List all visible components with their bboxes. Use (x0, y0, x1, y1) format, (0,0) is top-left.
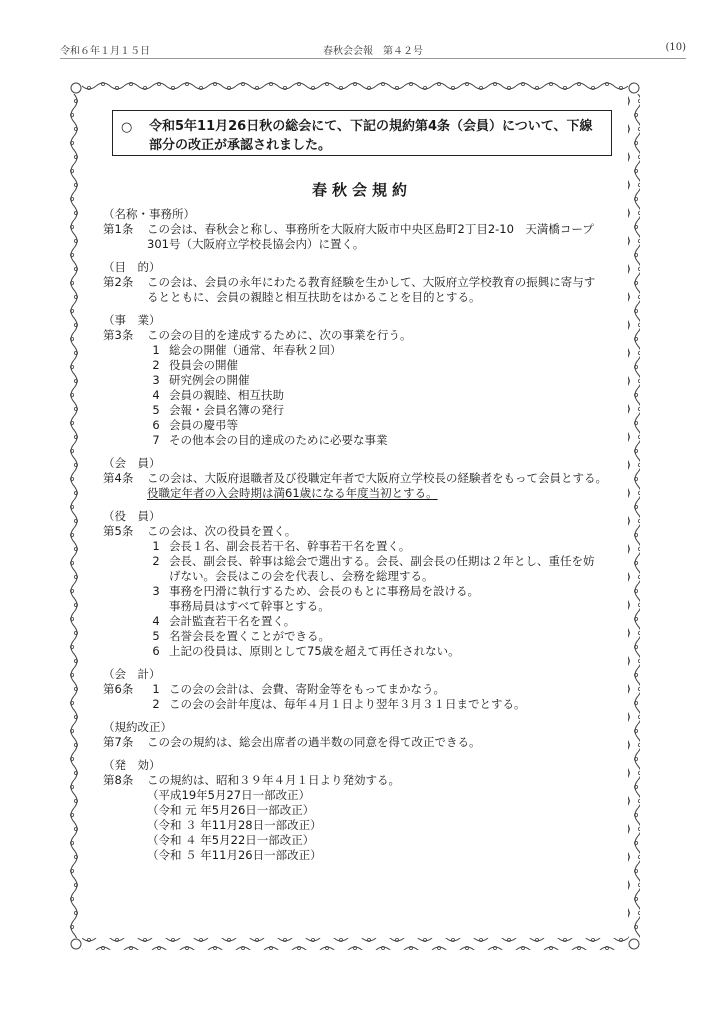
article-6 (103, 667, 623, 712)
document-title: 春秋会規約 (311, 181, 412, 199)
list-item (103, 644, 623, 659)
amendment-record: （令和 元 年5月26日一部改正） (147, 803, 315, 817)
article-text: この会の目的を達成するために、次の事業を行う。 (147, 328, 412, 342)
article-label: 第3条 (103, 328, 134, 342)
article-text: この会は、次の役員を置く。 (147, 524, 297, 538)
item-number: 6 (152, 644, 160, 658)
item-text: この会の会計年度は、毎年４月１日より翌年３月３１日までとする。 (169, 697, 526, 711)
article-heading: （目 的） (103, 260, 161, 274)
list-item (103, 418, 623, 433)
article-text: この会は、春秋会と称し、事務所を大阪府大阪市中央区島町2丁目2-10 天満橋コープ (147, 222, 594, 236)
item-number: 1 (152, 682, 160, 696)
item-number: 1 (152, 539, 160, 553)
article-label: 第7条 (103, 735, 134, 749)
item-text: 会計監査若干名を置く。 (169, 614, 296, 628)
item-number: 2 (152, 358, 160, 372)
article-3 (103, 313, 623, 448)
article-label: 第4条 (103, 471, 134, 485)
article-label: 第5条 (103, 524, 134, 538)
item-text: この会の会計は、会費、寄附金等をもってまかなう。 (169, 682, 445, 696)
item-text: 役員会の開催 (169, 358, 238, 372)
item-number: 2 (152, 697, 160, 711)
article-label: 第6条 (103, 682, 134, 696)
list-item (103, 433, 623, 448)
item-number: 6 (152, 418, 160, 432)
item-text: 研究例会の開催 (169, 373, 250, 387)
item-text: 会員の親睦、相互扶助 (169, 388, 284, 402)
bullet-circle-icon: ○ (121, 120, 133, 135)
item-text: 会員の慶弔等 (169, 418, 238, 432)
article-heading: （事 業） (103, 313, 161, 327)
item-text: 会報・会員名簿の発行 (169, 403, 284, 417)
list-item (103, 614, 623, 629)
item-text: その他本会の目的達成のために必要な事業 (169, 433, 388, 447)
amendment-record: （令和 ３ 年11月28日一部改正） (147, 818, 322, 832)
article-7 (103, 720, 623, 750)
page-number: (10) (665, 42, 686, 53)
issue-date: 令和６年１月１５日 (60, 46, 150, 57)
item-number: 1 (152, 343, 160, 357)
article-heading: （会 計） (103, 667, 161, 681)
item-number: 3 (152, 584, 160, 598)
list-item (103, 584, 623, 599)
list-item (103, 629, 623, 644)
item-number: 5 (152, 629, 160, 643)
item-text: 総会の開催（通常、年春秋２回） (169, 343, 342, 357)
page-header (60, 42, 686, 56)
list-item (103, 554, 623, 569)
amendment-record: （令和 ５ 年11月26日一部改正） (147, 848, 322, 862)
item-number: 2 (152, 554, 160, 568)
item-text-continued: 事務局員はすべて幹事とする。 (169, 599, 330, 613)
article-text: 301号（大阪府立学校長協会内）に置く。 (147, 237, 365, 251)
article-text: この規約は、昭和３９年４月１日より発効する。 (147, 773, 400, 787)
article-heading: （名称・事務所） (103, 207, 195, 221)
item-number: 7 (152, 433, 160, 447)
article-5 (103, 509, 623, 659)
notice-text (149, 117, 601, 155)
article-label: 第8条 (103, 773, 134, 787)
list-item (103, 682, 623, 697)
list-item (103, 403, 623, 418)
header-divider (60, 58, 686, 59)
article-heading: （役 員） (103, 509, 161, 523)
article-label: 第2条 (103, 275, 134, 289)
newsletter-title: 春秋会会報 第４２号 (323, 46, 423, 57)
article-text: この会は、大阪府退職者及び役職定年者で大阪府立学校長の経験者をもって会員とする。 (147, 471, 607, 485)
article-4 (103, 456, 623, 501)
item-number: 4 (152, 388, 160, 402)
bylaws-body (103, 207, 623, 863)
list-item (103, 373, 623, 388)
article-label: 第1条 (103, 222, 134, 236)
item-text: 名誉会長を置くことができる。 (169, 629, 330, 643)
item-number: 5 (152, 403, 160, 417)
article-heading: （発 効） (103, 758, 161, 772)
article-2 (103, 260, 623, 305)
article-8 (103, 758, 623, 863)
item-text-continued: げない。会長はこの会を代表し、会務を総理する。 (169, 569, 434, 583)
list-item (103, 697, 623, 712)
item-text: 会長、副会長、幹事は総会で選出する。会長、副会長の任期は２年とし、重任を妨 (169, 554, 595, 568)
amended-text-underlined: 役職定年者の入会時期は満61歳になる年度当初とする。 (147, 486, 438, 500)
article-text: この会は、会員の永年にわたる教育経験を生かして、大阪府立学校教育の振興に寄与す (147, 275, 596, 289)
item-text: 上記の役員は、原則として75歳を超えて再任されない。 (169, 644, 460, 658)
article-text: るとともに、会員の親睦と相互扶助をはかることを目的とする。 (147, 290, 481, 304)
list-item (103, 343, 623, 358)
list-item (103, 388, 623, 403)
item-number: 4 (152, 614, 160, 628)
amendment-notice-box (112, 110, 612, 156)
notice-line-1: 令和5年11月26日秋の総会にて、下記の規約第4条（会員）について、下線 (149, 119, 593, 134)
item-text: 会長１名、副会長若干名、幹事若干名を置く。 (169, 539, 411, 553)
list-item (103, 358, 623, 373)
list-item (103, 539, 623, 554)
article-heading: （規約改正） (103, 720, 172, 734)
article-text: この会の規約は、総会出席者の過半数の同意を得て改正できる。 (147, 735, 481, 749)
notice-line-2: 部分の改正が承認されました。 (149, 138, 332, 153)
item-text: 事務を円滑に執行するため、会長のもとに事務局を設ける。 (169, 584, 480, 598)
article-heading: （会 員） (103, 456, 161, 470)
amendment-record: （令和 ４ 年5月22日一部改正） (147, 833, 315, 847)
article-1 (103, 207, 623, 252)
amendment-record: （平成19年5月27日一部改正） (147, 788, 311, 802)
item-number: 3 (152, 373, 160, 387)
